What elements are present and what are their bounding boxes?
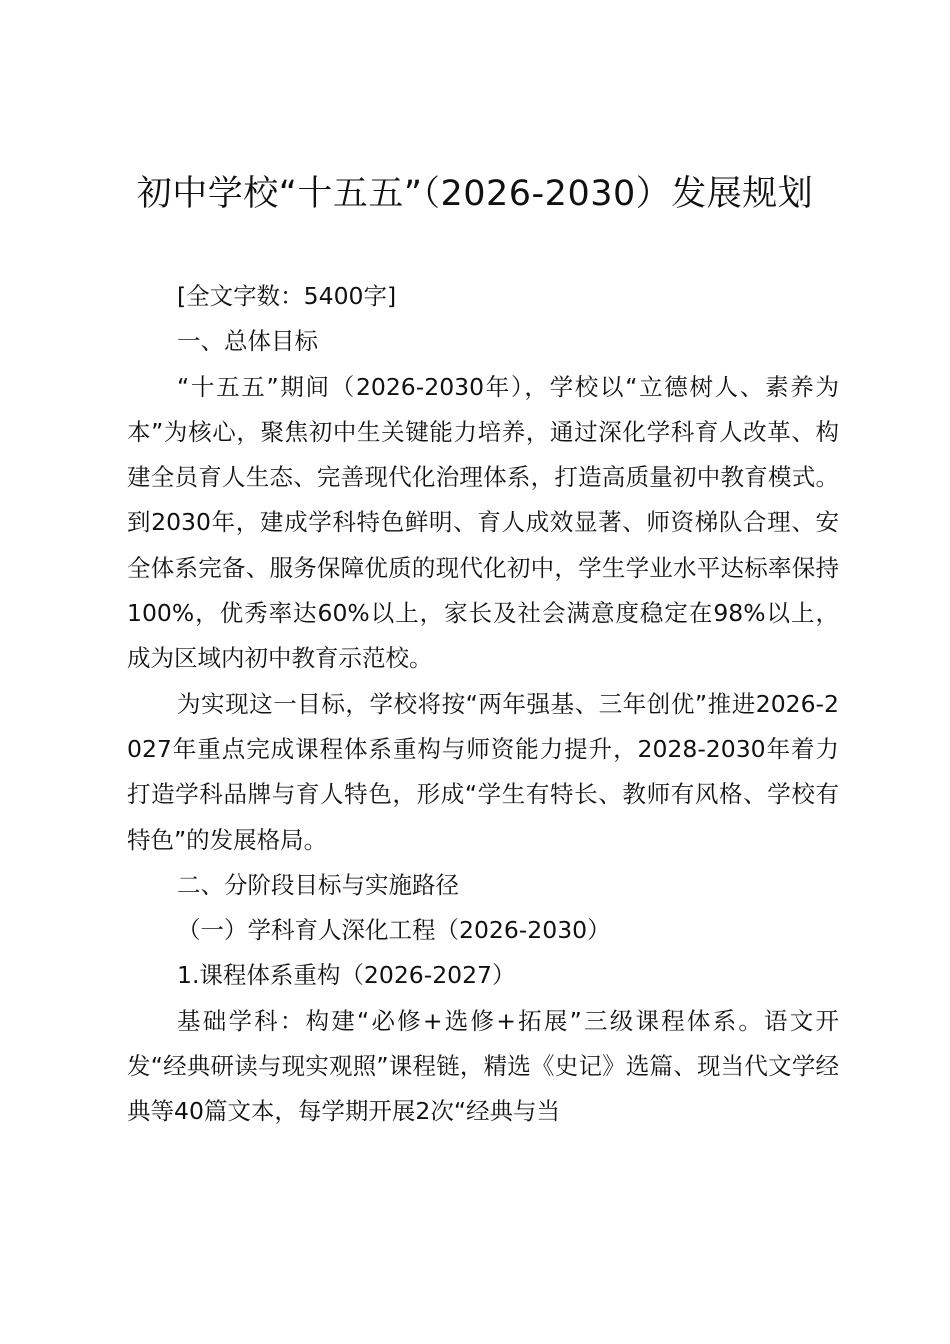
subsection-heading-curriculum-reconstruction: 1.课程体系重构（2026-2027） — [177, 961, 516, 990]
paragraph-basic-subjects: 基础学科：构建“必修+选修+拓展”三级课程体系。语文开发“经典研读与现实观照”课程链，精选《史记》选篇、现当代文学经典等40篇文本，每学期开展2次“经典与当 — [127, 1006, 839, 1126]
document-title: 初中学校“十五五”（2026-2030）发展规划 — [136, 174, 814, 214]
paragraph-implementation-plan: 为实现这一目标，学校将按“两年强基、三年创优”推进2026-2027年重点完成课程体系重构与师资能力提升，2028-2030年着力打造学科品牌与育人特色，形成“学生有特长、教师有风格、学校有特色”的发展格局。 — [127, 689, 839, 854]
word-count-note: [全文字数：5400字] — [177, 282, 397, 310]
paragraph-overall-goals: “十五五”期间（2026-2030年），学校以“立德树人、素养为本”为核心，聚焦初中生关键能力培养，通过深化学科育人改革、构建全员育人生态、完善现代化治理体系，打造高质量初中教育模式。到2030年，建成学科特色鲜明、育人成效显著、师资梯队合理、安全体系完备、服务保障优质的现代化初中，学生学业水平达标率保持100%，优秀率达60%以上，家长及社会满意度稳定在98%以上，成为区域内初中教育示范校。 — [127, 372, 839, 673]
section-heading-phased-goals: 二、分阶段目标与实施路径 — [177, 870, 459, 899]
section-heading-overall-goals: 一、总体目标 — [177, 327, 318, 356]
document-body — [127, 274, 839, 1135]
subsection-heading-subject-education: （一）学科育人深化工程（2026-2030） — [177, 916, 611, 945]
